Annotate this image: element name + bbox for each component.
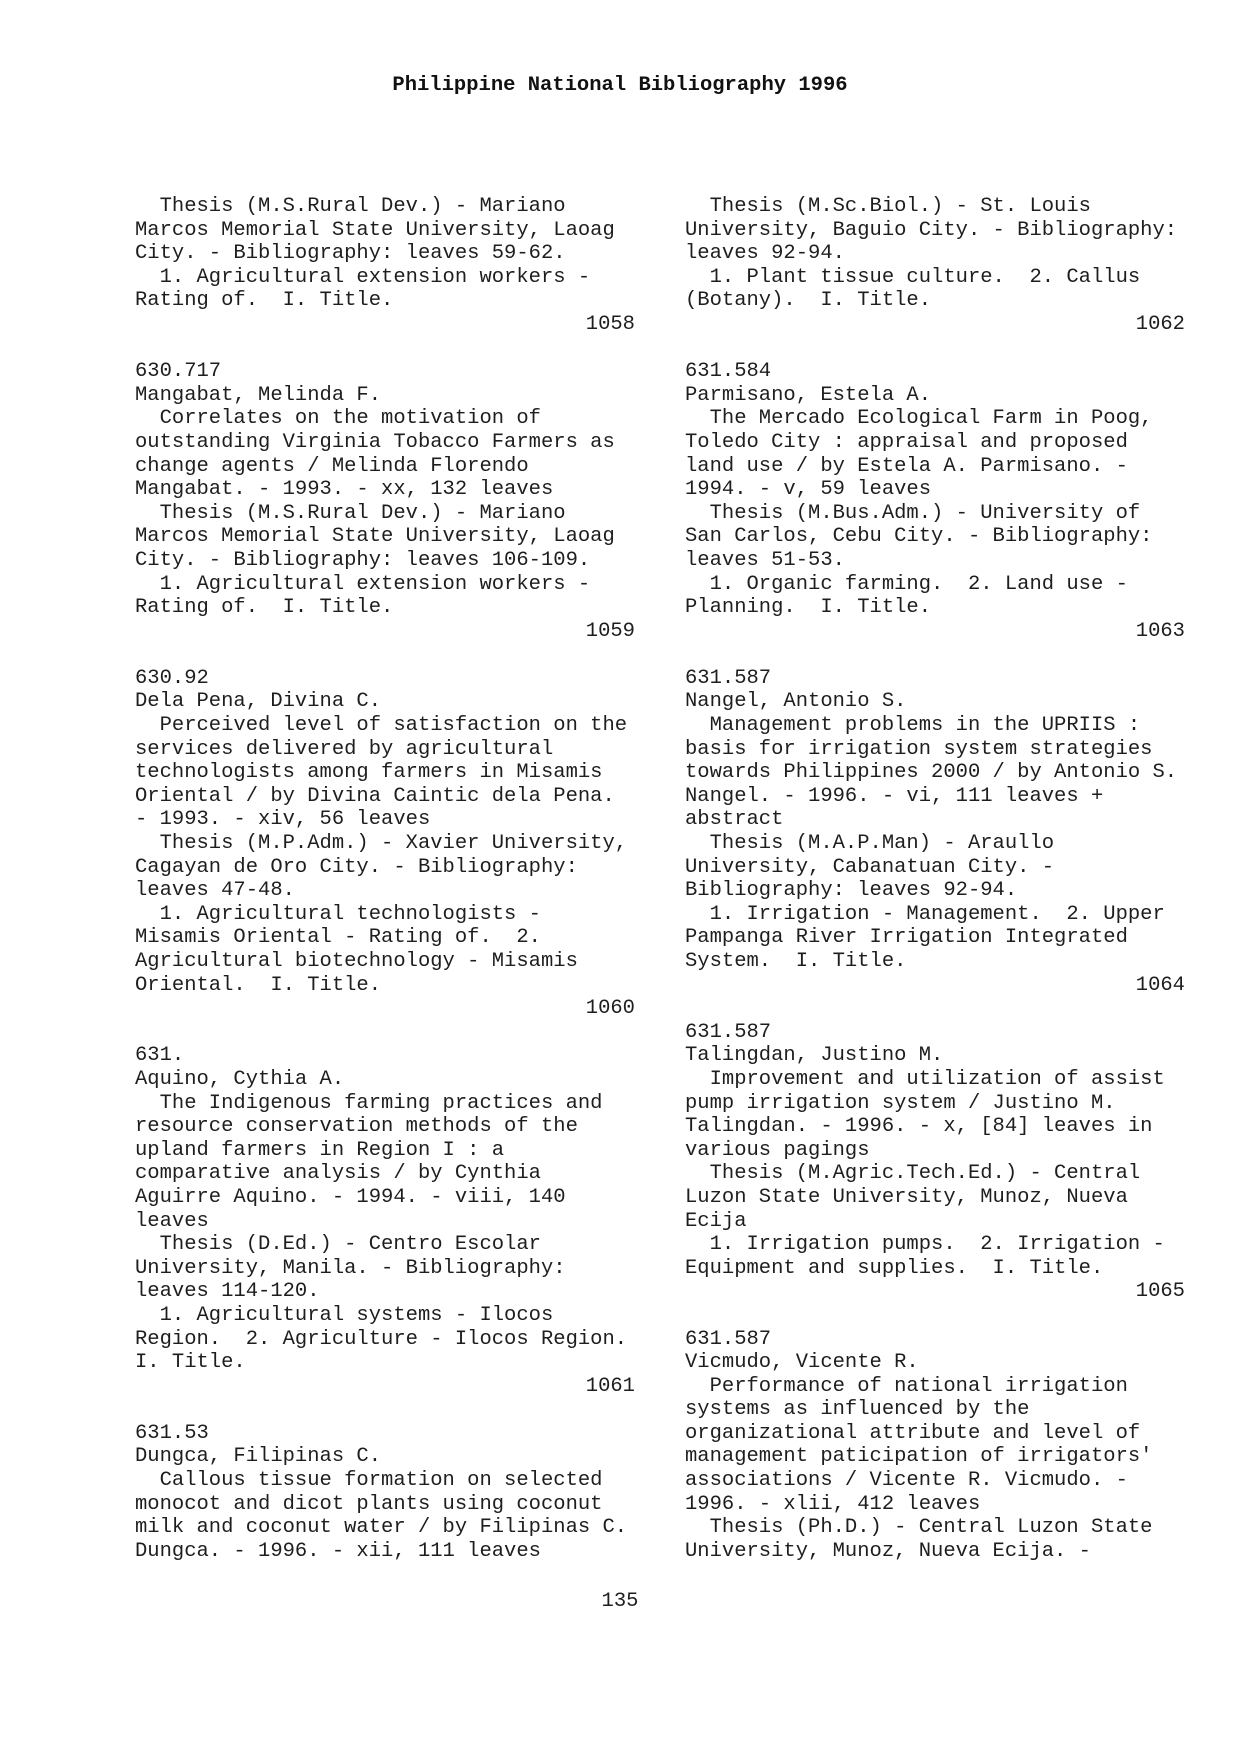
- entry-line: 1994. - v, 59 leaves: [685, 478, 932, 502]
- entry-line: leaves 51-53.: [685, 548, 845, 572]
- entry-line: services delivered by agricultural: [135, 737, 554, 761]
- entry-spacer: [135, 1021, 635, 1045]
- entry-line: City. - Bibliography: leaves 59-62.: [135, 242, 566, 266]
- entry-line: Aguirre Aquino. - 1994. - viii, 140: [135, 1185, 566, 1209]
- entry-line: 631.584: [685, 360, 772, 384]
- entry-line: Nangel. - 1996. - vi, 111 leaves +: [685, 784, 1104, 808]
- entry-line: Performance of national irrigation: [685, 1374, 1128, 1398]
- entry-line: resource conservation methods of the: [135, 1115, 578, 1139]
- entry-spacer: [135, 643, 635, 667]
- entry-line: 1. Irrigation pumps. 2. Irrigation -: [685, 1233, 1165, 1257]
- entry-line: 1. Agricultural technologists -: [135, 902, 541, 926]
- entry-line: The Indigenous farming practices and: [135, 1091, 603, 1115]
- entry-line: Rating of. I. Title.: [135, 596, 394, 620]
- entry-line: Marcos Memorial State University, Laoag: [135, 525, 615, 549]
- entry-line: Vicmudo, Vicente R.: [685, 1351, 919, 1375]
- entry-line: Thesis (Ph.D.) - Central Luzon State: [685, 1516, 1153, 1540]
- entry-line: Parmisano, Estela A.: [685, 383, 932, 407]
- entry-line: Talingdan. - 1996. - x, [84] leaves in: [685, 1115, 1153, 1139]
- entry-line: Region. 2. Agriculture - Ilocos Region.: [135, 1327, 628, 1351]
- entry-line: 631.587: [685, 1327, 772, 1351]
- entry-line: University, Cabanatuan City. -: [685, 855, 1055, 879]
- entry-line: comparative analysis / by Cynthia: [135, 1162, 541, 1186]
- entry-line: technologists among farmers in Misamis: [135, 761, 603, 785]
- entry-line: Talingdan, Justino M.: [685, 1044, 944, 1068]
- entry-line: systems as influenced by the: [685, 1398, 1030, 1422]
- entry-line: The Mercado Ecological Farm in Poog,: [685, 407, 1153, 431]
- entry-number: 1058: [585, 312, 635, 336]
- entry-spacer: [135, 1398, 635, 1422]
- entry-line: (Botany). I. Title.: [685, 289, 932, 313]
- entry-line: milk and coconut water / by Filipinas C.: [135, 1516, 628, 1540]
- entry-line: Thesis (M.Sc.Biol.) - St. Louis: [685, 195, 1091, 218]
- entry-line: Oriental / by Divina Caintic dela Pena.: [135, 784, 615, 808]
- entry-line: Aquino, Cythia A.: [135, 1067, 345, 1091]
- entry-line: 631.587: [685, 1020, 772, 1044]
- entry-number: 1065: [1135, 1280, 1185, 1304]
- entry-line: Dungca. - 1996. - xii, 111 leaves: [135, 1539, 541, 1563]
- entry-line: Toledo City : appraisal and proposed: [685, 430, 1128, 454]
- entry-line: 631.: [135, 1044, 185, 1068]
- entry-line: - 1993. - xiv, 56 leaves: [135, 808, 431, 832]
- entry-line: Callous tissue formation on selected: [135, 1469, 603, 1493]
- entry-line: 630.92: [135, 666, 209, 690]
- entry-line: Thesis (M.S.Rural Dev.) - Mariano: [135, 195, 566, 218]
- entry-spacer: [685, 1304, 1185, 1328]
- entry-line: University, Manila. - Bibliography:: [135, 1256, 566, 1280]
- entry-line: System. I. Title.: [685, 950, 907, 973]
- entry-line: 1. Agricultural extension workers -: [135, 572, 591, 596]
- entry-line: towards Philippines 2000 / by Antonio S.: [685, 761, 1178, 785]
- entry-line: 1996. - xlii, 412 leaves: [685, 1492, 981, 1516]
- entry-line: pump irrigation system / Justino M.: [685, 1091, 1116, 1115]
- entry-number: 1059: [585, 619, 635, 643]
- entry-number: 1061: [585, 1374, 635, 1398]
- entry-line: monocot and dicot plants using coconut: [135, 1492, 603, 1516]
- entry-line: Management problems in the UPRIIS :: [685, 714, 1141, 738]
- entry-line: Misamis Oriental - Rating of. 2.: [135, 926, 541, 950]
- entry-line: Improvement and utilization of assist: [685, 1067, 1165, 1091]
- entry-line: 1. Plant tissue culture. 2. Callus: [685, 265, 1141, 289]
- entry-line: Ecija: [685, 1209, 747, 1233]
- entry-line: 631.587: [685, 666, 772, 690]
- entry-line: Marcos Memorial State University, Laoag: [135, 218, 615, 242]
- left-column: [135, 195, 635, 1563]
- entry-line: Dungca, Filipinas C.: [135, 1445, 382, 1469]
- entry-line: Thesis (M.A.P.Man) - Araullo: [685, 832, 1055, 856]
- entry-line: 1. Agricultural extension workers -: [135, 265, 591, 289]
- entry-line: basis for irrigation system strategies: [685, 737, 1153, 761]
- entry-line: Equipment and supplies. I. Title.: [685, 1256, 1104, 1280]
- entry-line: Rating of. I. Title.: [135, 289, 394, 313]
- entry-line: Thesis (M.Agric.Tech.Ed.) - Central: [685, 1162, 1141, 1186]
- entry-line: 1. Irrigation - Management. 2. Upper: [685, 902, 1165, 926]
- entry-line: Agricultural biotechnology - Misamis: [135, 950, 578, 973]
- page-number: 135: [601, 1590, 639, 1613]
- entry-line: leaves 47-48.: [135, 879, 295, 903]
- entry-line: Bibliography: leaves 92-94.: [685, 879, 1018, 903]
- entry-line: Thesis (M.Bus.Adm.) - University of: [685, 501, 1141, 525]
- entry-line: upland farmers in Region I : a: [135, 1138, 505, 1162]
- right-column: [685, 195, 1185, 1563]
- entry-line: Thesis (D.Ed.) - Centro Escolar: [135, 1233, 541, 1257]
- entry-line: Thesis (M.S.Rural Dev.) - Mariano: [135, 501, 566, 525]
- entry-number: 1060: [585, 997, 635, 1021]
- entry-line: 1. Organic farming. 2. Land use -: [685, 572, 1128, 596]
- entry-line: Pampanga River Irrigation Integrated: [685, 926, 1128, 950]
- entry-line: leaves: [135, 1209, 209, 1233]
- entry-line: Planning. I. Title.: [685, 596, 932, 620]
- entry-line: Mangabat, Melinda F.: [135, 383, 382, 407]
- entry-number: 1064: [1135, 973, 1185, 997]
- entry-line: Mangabat. - 1993. - xx, 132 leaves: [135, 478, 554, 502]
- entry-line: leaves 92-94.: [685, 242, 845, 266]
- entry-spacer: [135, 337, 635, 361]
- page-title: Philippine National Bibliography 1996: [392, 74, 848, 97]
- entry-line: Oriental. I. Title.: [135, 973, 382, 997]
- entry-line: management paticipation of irrigators': [685, 1445, 1153, 1469]
- entry-line: 1. Agricultural systems - Ilocos: [135, 1303, 554, 1327]
- entry-number: 1062: [1135, 312, 1185, 336]
- entry-line: organizational attribute and level of: [685, 1421, 1141, 1445]
- entry-spacer: [685, 337, 1185, 361]
- entry-line: San Carlos, Cebu City. - Bibliography:: [685, 525, 1153, 549]
- entry-line: Nangel, Antonio S.: [685, 690, 907, 714]
- entry-line: City. - Bibliography: leaves 106-109.: [135, 548, 591, 572]
- entry-line: leaves 114-120.: [135, 1280, 320, 1304]
- entry-spacer: [685, 643, 1185, 667]
- entry-line: various pagings: [685, 1138, 870, 1162]
- entry-line: 631.53: [135, 1421, 209, 1445]
- entry-spacer: [685, 997, 1185, 1021]
- entry-line: University, Munoz, Nueva Ecija. -: [685, 1539, 1091, 1563]
- entry-line: change agents / Melinda Florendo: [135, 454, 529, 478]
- entry-line: Correlates on the motivation of: [135, 407, 541, 431]
- entry-line: Dela Pena, Divina C.: [135, 690, 382, 714]
- entry-line: outstanding Virginia Tobacco Farmers as: [135, 430, 615, 454]
- entry-line: associations / Vicente R. Vicmudo. -: [685, 1469, 1128, 1493]
- entry-line: Cagayan de Oro City. - Bibliography:: [135, 855, 578, 879]
- entry-line: 630.717: [135, 360, 222, 384]
- entry-line: Perceived level of satisfaction on the: [135, 714, 628, 738]
- entry-line: I. Title.: [135, 1351, 246, 1375]
- entry-line: University, Baguio City. - Bibliography:: [685, 218, 1178, 242]
- entry-number: 1063: [1135, 619, 1185, 643]
- entry-line: abstract: [685, 808, 784, 832]
- entry-line: land use / by Estela A. Parmisano. -: [685, 454, 1128, 478]
- entry-line: Luzon State University, Munoz, Nueva: [685, 1185, 1128, 1209]
- entry-line: Thesis (M.P.Adm.) - Xavier University,: [135, 832, 628, 856]
